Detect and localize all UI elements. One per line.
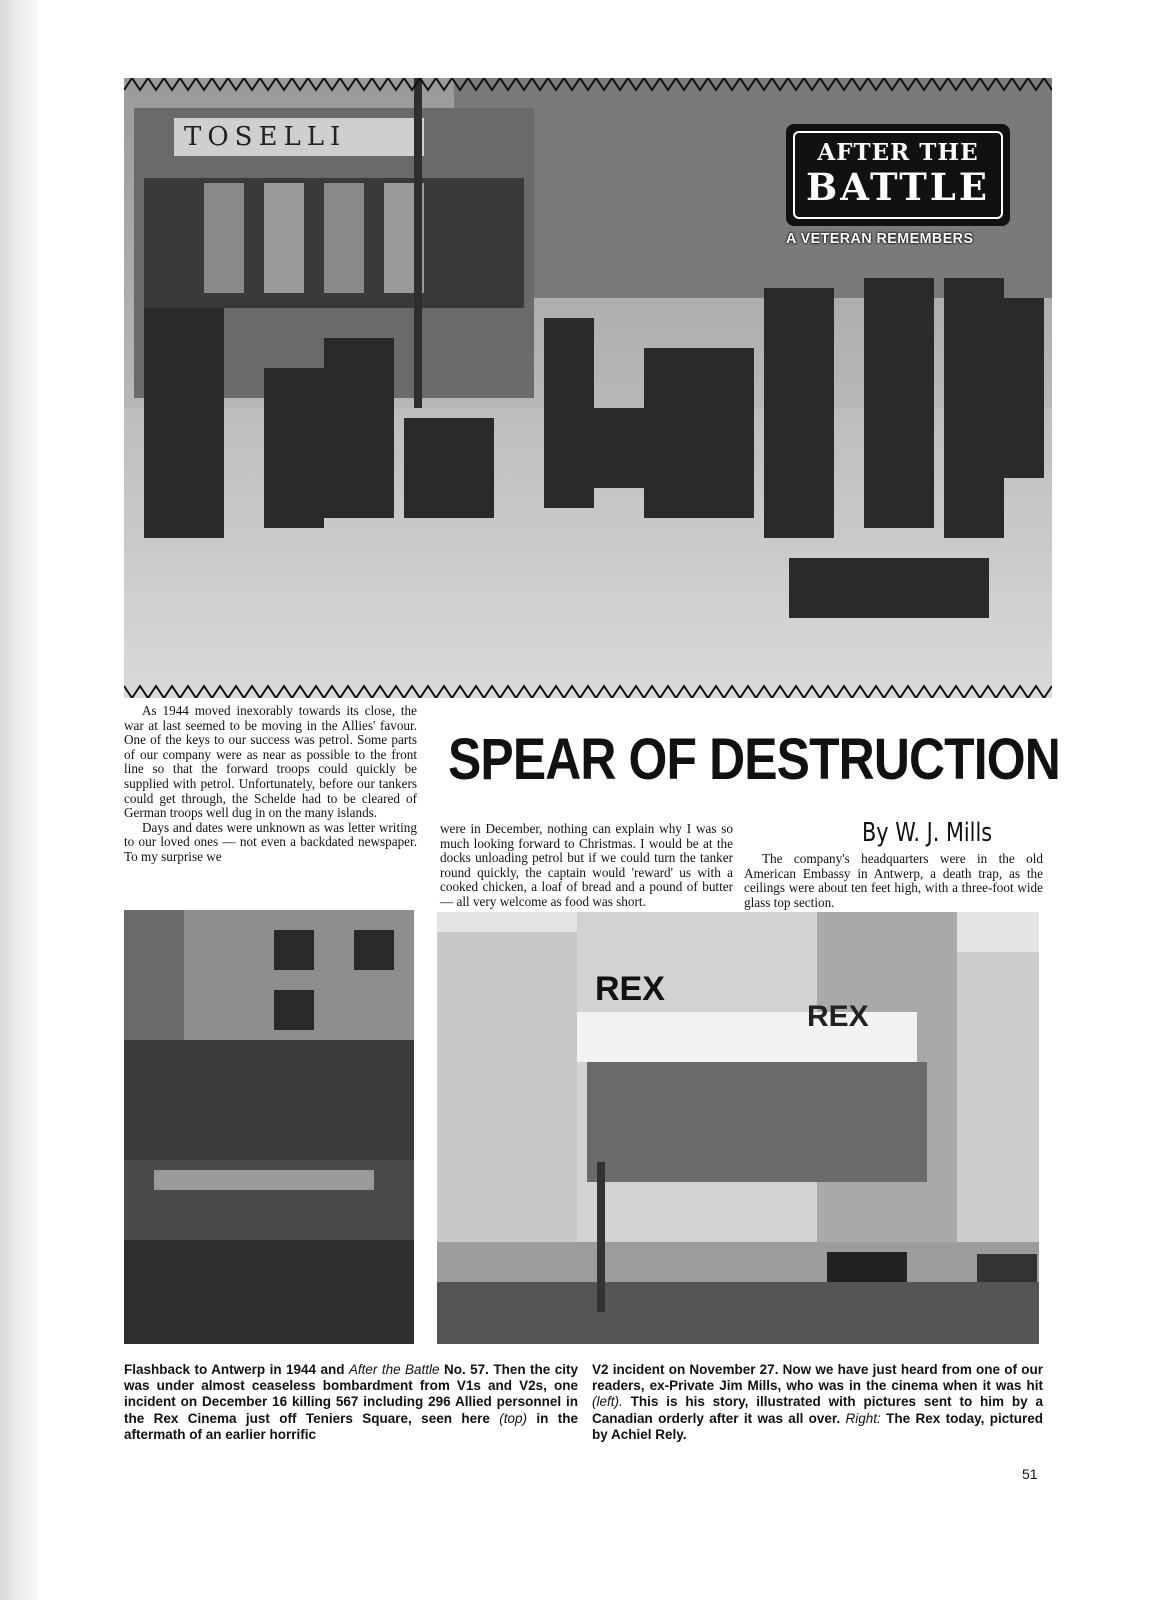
caption-left-text-3: in the aftermath of an earlier horrific [124, 1410, 578, 1442]
column-2-paragraph: were in December, nothing can explain why I was so much looking forward to Christmas. I would be at the docks unloading petrol but if we could turn the tanker round quickly, the captain would 'reward' us with a cooked chicken, a loaf of bread and a pound of butter — all very welcome as food was short. [440, 821, 733, 909]
top-photo-sign: TOSELLI [184, 122, 347, 152]
rex-today-photo [437, 912, 1039, 1344]
logo-line2: BATTLE [806, 165, 990, 209]
ruins-photo [124, 910, 414, 1344]
ruins-photo-svg [124, 910, 414, 1344]
article-column-2 [440, 822, 733, 910]
article-byline: By W. J. Mills [862, 818, 993, 848]
after-the-battle-logo [786, 124, 1010, 226]
section-subhead: A VETERAN REMEMBERS [786, 230, 974, 247]
page-number: 51 [1022, 1466, 1038, 1482]
caption-left-italic-1: After the Battle [348, 1362, 440, 1377]
column-3-paragraph: The company's headquarters were in the old American Embassy in Antwerp, a death trap, as the ceilings were about ten feet high, with a three-foot wide glass top section. [744, 851, 1043, 910]
article-column-3 [744, 852, 1043, 910]
caption-right-text-3: The Rex today, pictured by Achiel Rely. [592, 1410, 1044, 1442]
column-1-paragraph-1: As 1944 moved inexorably towards its close, the war at last seemed to be moving in the Allies' favour. One of the keys to our success was petrol. Some parts of our company were as near as possible to the front line so that the forward troops could quickly be supplied with petrol. Unfortunately, before our tankers could get through, the Schelde had to be cleared of German troops well dug in on the many islands. [124, 703, 417, 821]
rex-today-photo-svg [437, 912, 1039, 1344]
photo-caption-left [124, 1362, 578, 1443]
rex-sign-1: REX [595, 970, 665, 1008]
caption-right-text-1: V2 incident on November 27. Now we have just heard from one of our readers, ex-Private Jim Mills, who was in the cinema when it was hit [592, 1362, 1043, 1394]
caption-right-text-2: This is his story, illustrated with pictures sent to him by a Canadian orderly after it was all over. [592, 1394, 1043, 1426]
article-title: SPEAR OF DESTRUCTION [448, 727, 1060, 792]
logo-line1: AFTER THE [817, 139, 979, 166]
article-column-1 [124, 704, 417, 865]
rex-sign-2: REX [807, 1000, 869, 1033]
caption-left-text-2: No. 57. Then the city was under almost ceaseless bombardment from V1s and V2s, one incident on December 16 killing 567 including 296 Allied personnel in the Rex Cinema just off Teniers Square, seen here [124, 1362, 578, 1426]
caption-right-italic-1: (left). [592, 1394, 623, 1410]
binding-gutter [0, 0, 38, 1600]
column-1-paragraph-2: Days and dates were unknown as was letter writing to our loved ones — not even a backdated newspaper. To my surprise we [124, 819, 417, 864]
caption-left-italic-2: (top) [499, 1410, 527, 1426]
caption-right-italic-2: Right: [845, 1410, 881, 1426]
caption-left-text-1: Flashback to Antwerp in 1944 and [124, 1362, 349, 1377]
photo-caption-right [592, 1362, 1043, 1443]
